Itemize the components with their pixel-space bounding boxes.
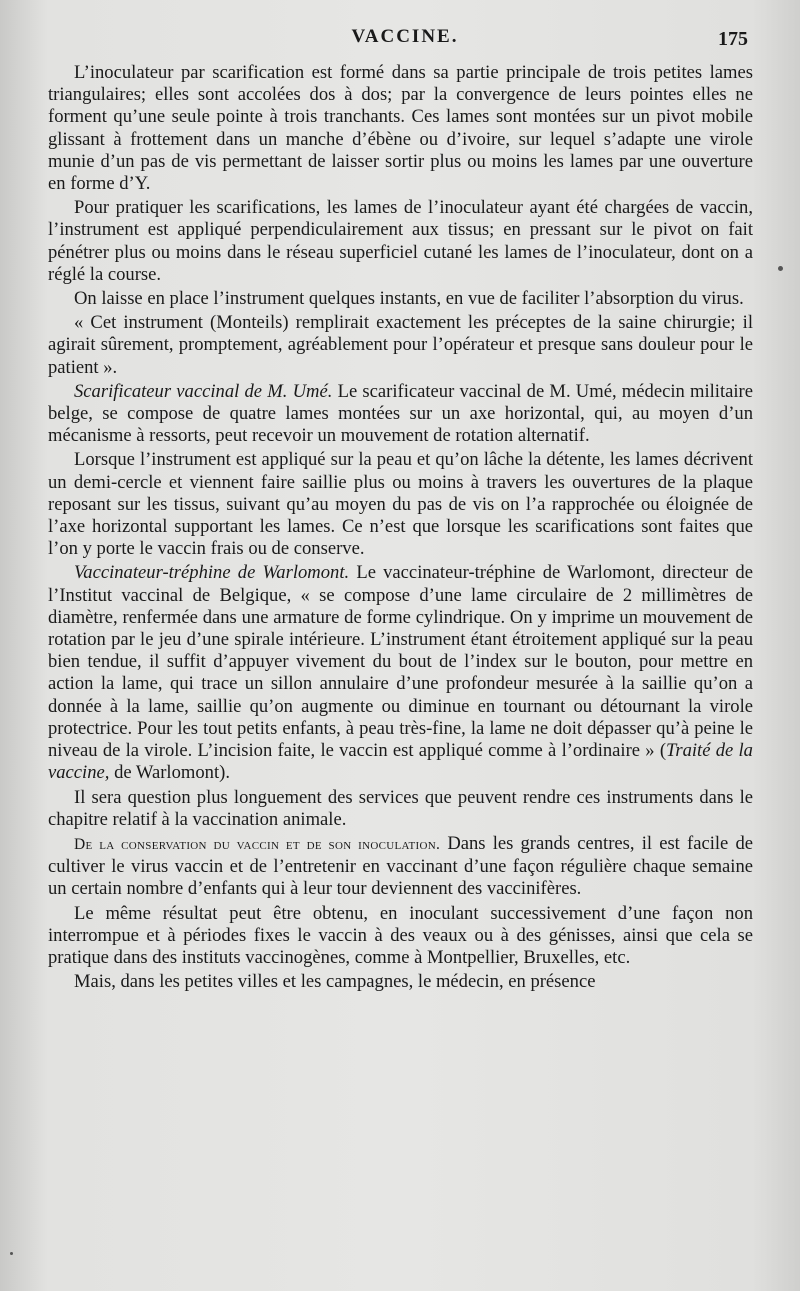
paragraph-p5 <box>48 381 753 448</box>
text-run: Le même résultat peut être obtenu, en inoculant successivement d’une façon non interrompue et à périodes fixes le vaccin à des veaux ou à des génisses, ainsi que cela se pratique dans des instituts vaccinogènes, comme à Montpellier, Bruxelles, etc. <box>48 902 753 968</box>
paragraph-p1 <box>48 62 753 195</box>
text-run: Pour pratiquer les scarifications, les lames de l’inoculateur ayant été chargées de vaccin, l’instrument est appliqué perpendiculairement aux tissus; en pressant sur le pivot on fait pénétrer plus ou moins dans le réseau superficiel cutané les lames de l’inoculateur, dont on a réglé la course. <box>48 197 753 285</box>
text-run: Il sera question plus longuement des services que peuvent rendre ces instruments dans le chapitre relatif à la vaccination animale. <box>48 786 753 830</box>
paragraph-p6 <box>48 449 753 560</box>
text-run: de Warlomont). <box>109 762 230 784</box>
ink-speck <box>778 266 783 271</box>
body-text <box>48 62 753 995</box>
paragraph-p2 <box>48 197 753 286</box>
text-run: Mais, dans les petites villes et les campagnes, le médecin, en présence <box>74 971 596 993</box>
italic-run: Vaccinateur-tréphine de Warlomont. <box>74 562 350 584</box>
italic-run: Scarificateur vaccinal de M. Umé. <box>74 380 333 402</box>
ink-speck <box>10 1252 13 1255</box>
paragraph-p8 <box>48 787 753 831</box>
section-heading: De la conservation du vaccin et de son inoculation. <box>74 835 441 853</box>
paragraph-p4 <box>48 312 753 379</box>
paragraph-p11 <box>48 971 753 993</box>
text-run: Dans les grands centres, il est facile de cultiver le virus vaccin et de l’entretenir en vaccinant d’une façon régulière chaque semaine un certain nombre d’enfants qui à leur tour deviennent des vaccinifères. <box>48 832 753 900</box>
page-header <box>50 26 760 56</box>
text-run: Le scarificateur vaccinal de M. Umé, médecin militaire belge, se compose de quatre lames montées sur un axe horizontal, qui, au moyen d’un mécanisme à ressorts, peut recevoir un mouvement de rotation alternatif. <box>48 380 753 447</box>
paragraph-p7 <box>48 562 753 784</box>
text-run: L’inoculateur par scarification est formé dans sa partie principale de trois petites lames triangulaires; elles sont accolées dos à dos; par la convergence de leurs pointes elles ne forment qu’une seule pointe à trois tranchants. Ces lames sont montées sur un pivot mobile glissant à frottement dans un manche d’ébène ou d’ivoire, sur lequel s’adapte une virole munie d’un pas de vis permettant de laisser sortir plus ou moins les lames par une ouverture en forme d’Y. <box>48 62 753 195</box>
text-run: Lorsque l’instrument est appliqué sur la peau et qu’on lâche la détente, les lames décrivent un demi-cercle et viennent faire saillie plus ou moins à travers les ouvertures de la plaque reposant sur les tissus, suivant qu’au moyen du pas de vis on l’a rapprochée ou éloignée de l’axe horizontal supportant les lames. Ce n’est que lorsque les scarifications sont faites que l’on y porte le vaccin frais ou de conserve. <box>48 449 753 560</box>
italic-run: Traité de la vaccine, <box>48 740 753 784</box>
text-run: On laisse en place l’instrument quelques instants, en vue de faciliter l’absorption du virus. <box>74 288 744 310</box>
paragraph-p3 <box>48 288 753 310</box>
page-number: 175 <box>718 28 748 50</box>
paragraph-p9 <box>48 833 753 901</box>
paragraph-p10 <box>48 903 753 970</box>
text-run: Le vaccinateur-tréphine de Warlomont, directeur de l’Institut vaccinal de Belgique, « se compose d’une lame circulaire de 2 millimètres de diamètre, renfermée dans une armature de forme cylindrique. On y imprime un mouvement de rotation par le jeu d’une spirale intérieure. L’instrument étant étroitement appliqué sur la peau bien tendue, il suffit d’appuyer vivement du bout de l’index sur le bouton, pour mettre en action la lame, qui trace un sillon annulaire d’une profondeur mesurée à la saillie qu’on a donnée à la lame, saillie qu’on augmente ou diminue en tournant ou détournant la virole protectrice. Pour les tout petits enfants, à peau très-fine, la lame ne doit dépasser qu’à peine le niveau de la virole. L’incision faite, le vaccin est appliqué comme à l’ordinaire » ( <box>48 562 753 762</box>
text-run: « Cet instrument (Monteils) remplirait exactement les préceptes de la saine chirurgie; il agirait sûrement, promptement, agréablement pour l’opérateur et presque sans douleur pour le patient ». <box>48 312 753 378</box>
running-head: VACCINE. <box>351 26 459 47</box>
